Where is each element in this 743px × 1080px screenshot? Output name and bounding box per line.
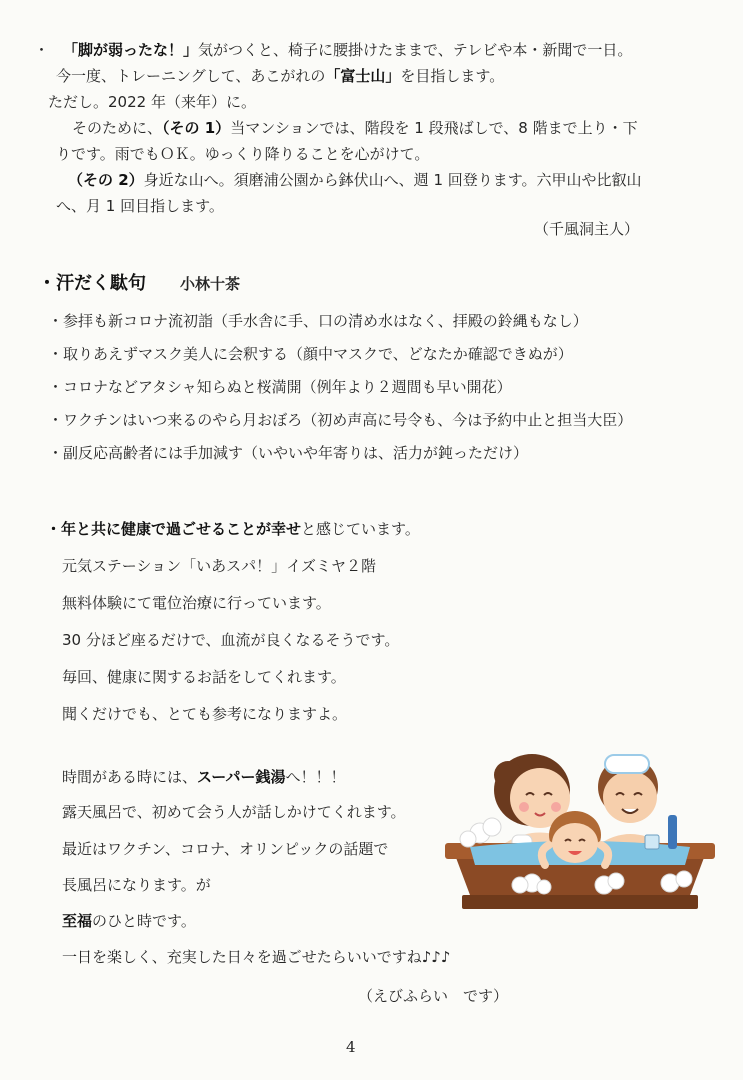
s1-line-4 [72, 117, 638, 139]
family-bath-illustration [440, 735, 720, 915]
s3-line-7 [62, 766, 346, 788]
s3-line-12: 一日を楽しく、充実した日々を過ごせたらいいですね♪♪♪ [62, 948, 451, 966]
text: 身近な山へ。須磨浦公園から鉢伏山へ、週 1 回登ります。六甲山や比叡山 [143, 171, 642, 189]
s3-line-4: 30 分ほど座るだけで、血流が良くなるそうです。 [62, 631, 400, 649]
bold-phrase: ・年と共に健康で過ごせることが幸せ [46, 520, 302, 538]
bold-phrase: （その 1） [162, 119, 231, 137]
s3-line-1 [46, 518, 420, 540]
s1-line-7: へ、月 1 回目指します。 [56, 197, 224, 215]
s3-line-5: 毎回、健康に関するお話をしてくれます。 [62, 668, 346, 686]
bold-phrase: スーパー銭湯 [197, 768, 286, 786]
s3-line-2: 元気ステーション「いあスパ！」イズミヤ２階 [62, 557, 376, 575]
s1-line-2 [56, 65, 504, 87]
text: 気がつくと、椅子に腰掛けたままで、テレビや本・新聞で一日。 [198, 41, 633, 59]
haiku-item: ・取りあえずマスク美人に会釈する（顔中マスクで、どなたか確認できぬが） [48, 345, 573, 363]
haiku-item: ・副反応高齢者には手加減す（いやいや年寄りは、活力が鈍っただけ） [48, 444, 529, 462]
haiku-author: 小林十茶 [180, 275, 241, 293]
s1-line-6 [68, 169, 642, 191]
text: と感じています。 [301, 520, 420, 538]
bold-phrase: 至福 [62, 912, 93, 930]
s3-line-3: 無料体験にて電位治療に行っています。 [62, 594, 331, 612]
haiku-title: ・汗だく駄句 [38, 273, 146, 294]
bold-phrase: 「富士山」 [325, 67, 401, 85]
haiku-heading [38, 273, 240, 295]
page-number: 4 [346, 1038, 356, 1056]
s3-signature: （えびふらい です） [358, 987, 509, 1005]
text: 当マンションでは、階段を 1 段飛ばしで、8 階まで上り・下 [230, 119, 638, 137]
haiku-item: ・参拝も新コロナ流初詣（手水舎に手、口の清め水はなく、拝殿の鈴縄もなし） [48, 312, 588, 330]
text: 今一度、トレーニングして、あこがれの [56, 67, 326, 85]
s1-line-3: ただし。2022 年（来年）に。 [48, 93, 256, 111]
bullet: ・ [34, 41, 50, 59]
s1-line-5: りです。雨でもＯＫ。ゆっくり降りることを心がけて。 [56, 145, 430, 163]
s3-line-8: 露天風呂で、初めて会う人が話しかけてくれます。 [62, 803, 406, 821]
s1-signature: （千風洞主人） [534, 220, 640, 238]
text: を目指します。 [400, 67, 505, 85]
text: 時間がある時には、 [62, 768, 198, 786]
haiku-item: ・コロナなどアタシャ知らぬと桜満開（例年より２週間も早い開花） [48, 378, 512, 396]
haiku-item: ・ワクチンはいつ来るのやら月おぼろ（初め声高に号令も、今は予約中止と担当大臣） [48, 411, 633, 429]
s3-line-9: 最近はワクチン、コロナ、オリンピックの話題で [62, 840, 389, 858]
s3-line-11 [62, 910, 196, 932]
text: そのために、 [72, 119, 163, 137]
text: へ！！！ [285, 768, 346, 786]
bold-phrase: 「脚が弱ったな！」 [63, 41, 199, 59]
s1-line-1 [34, 39, 632, 61]
s3-line-10: 長風呂になります。が [62, 876, 211, 894]
bold-phrase: （その 2） [68, 171, 144, 189]
text: のひと時です。 [92, 912, 196, 930]
s3-line-6: 聞くだけでも、とても参考になりますよ。 [62, 705, 348, 723]
